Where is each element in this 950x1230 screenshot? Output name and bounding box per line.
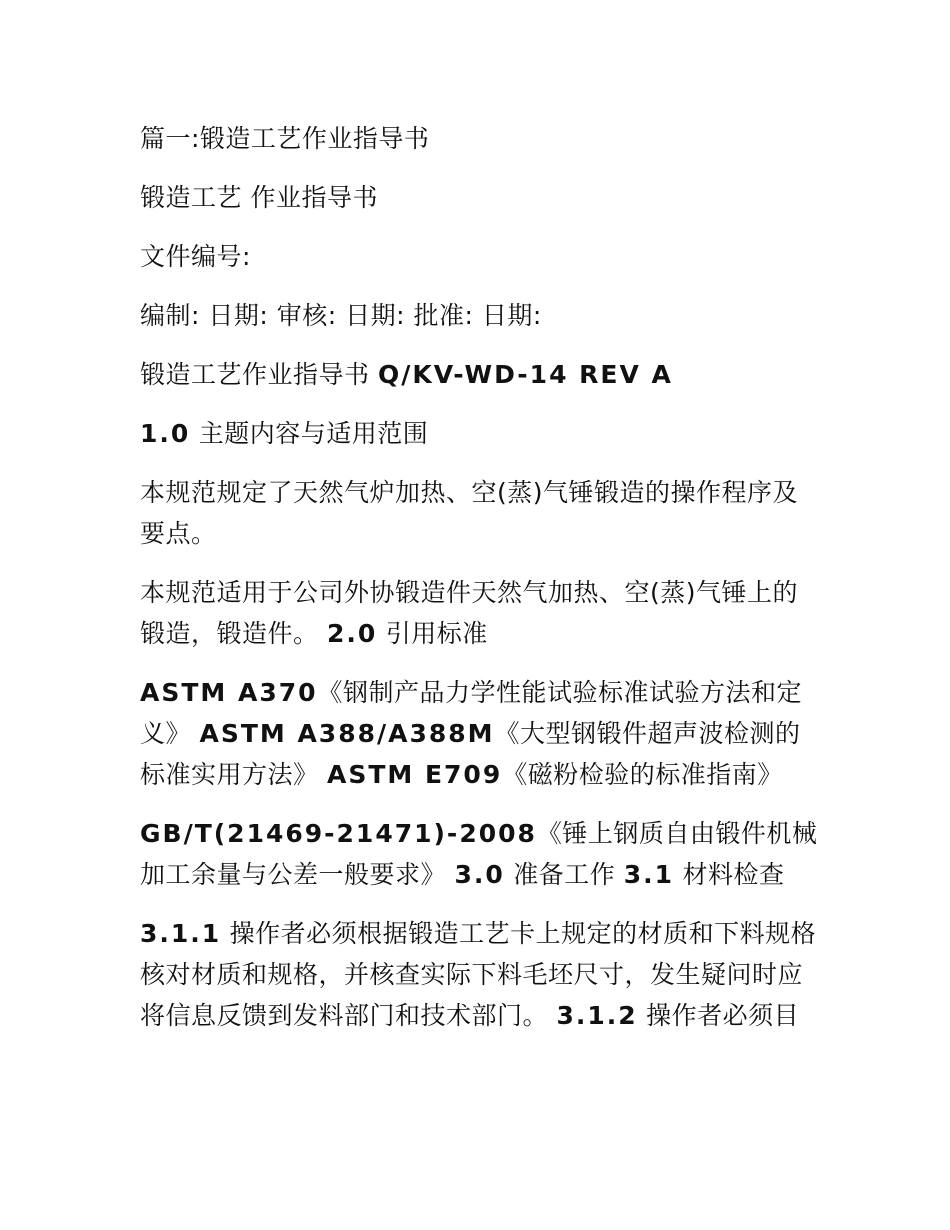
reference-gbt [140, 813, 820, 895]
document-subtitle: 锻造工艺 作业指导书 [140, 183, 378, 212]
signature-line: 编制: 日期: 审核: 日期: 批准: 日期: [140, 301, 542, 330]
file-number-line: 文件编号: [140, 242, 251, 271]
reference-title: 《锤上钢质自由锻件机械加工余量与公差一般要求》 [140, 819, 818, 889]
section-number: 3.1.2 [556, 1001, 638, 1030]
spec-label: 锻造工艺作业指导书 [140, 360, 370, 389]
reference-code: ASTM E709 [326, 760, 503, 789]
section-title: 引用标准 [385, 619, 488, 648]
section-title: 准备工作 [513, 860, 616, 889]
reference-title: 《大型钢锻件超声波检测的标准实用方法》 [140, 719, 801, 789]
section-number: 2.0 [326, 619, 378, 648]
paragraph-applicability [140, 572, 820, 654]
spec-line [140, 354, 820, 395]
section-number: 1.0 [140, 419, 191, 448]
reference-list [140, 672, 820, 795]
section-1-heading [140, 413, 820, 454]
reference-code: GB/T(21469-21471)-2008 [140, 819, 537, 848]
document-page [140, 118, 820, 1054]
paragraph-text: 操作者必须目 [646, 1001, 800, 1030]
section-number: 3.1 [623, 860, 674, 889]
spec-code: Q/KV-WD-14 REV A [377, 360, 673, 389]
reference-title: 《磁粉检验的标准指南》 [502, 760, 783, 789]
section-title: 材料检查 [682, 860, 785, 889]
document-title: 篇一:锻造工艺作业指导书 [140, 124, 430, 153]
section-3-1-1 [140, 913, 820, 1036]
paragraph-scope: 本规范规定了天然气炉加热、空(蒸)气锤锻造的操作程序及要点。 [140, 478, 799, 548]
paragraph-text: 操作者必须根据锻造工艺卡上规定的材质和下料规格核对材质和规格，并核查实际下料毛坯尺寸，发生疑问时应将信息反馈到发料部门和技术部门。 [140, 919, 817, 1030]
reference-code: ASTM A370 [140, 678, 318, 707]
paragraph-text: 本规范适用于公司外协锻造件天然气加热、空(蒸)气锤上的锻造，锻造件。 [140, 578, 799, 648]
section-number: 3.1.1 [140, 919, 222, 948]
reference-title: 《钢制产品力学性能试验标准试验方法和定义》 [140, 678, 803, 748]
reference-code: ASTM A388/A388M [199, 719, 495, 748]
section-number: 3.0 [454, 860, 505, 889]
section-title: 主题内容与适用范围 [198, 419, 429, 448]
